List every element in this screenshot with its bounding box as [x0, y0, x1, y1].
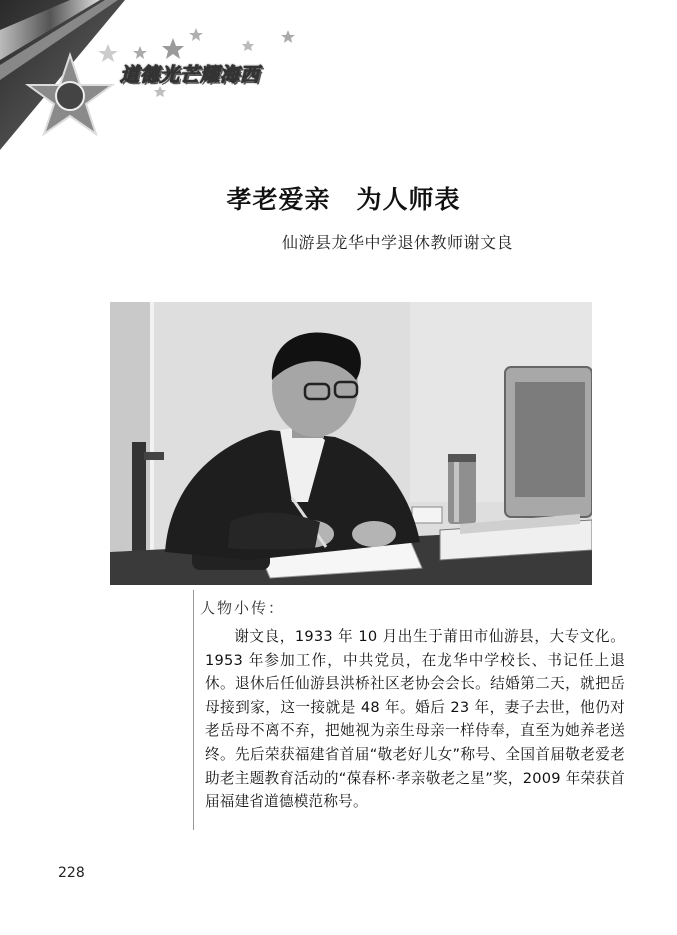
- portrait-image: [110, 302, 592, 585]
- portrait-photo: [110, 302, 592, 585]
- article-title: 孝老爱亲 为人师表: [226, 185, 461, 214]
- page-number: 228: [58, 865, 85, 881]
- bio-heading: 人物小传：: [200, 599, 286, 617]
- bio-paragraph: 谢文良，1933 年 10 月出生于莆田市仙游县，大专文化。1953 年参加工作，中共党员，在龙华中学校长、书记任上退休。退休后任仙游县洪桥社区老协会会长。结婚第二天，就把岳母接到家，这一接就是 48 年。婚后 23 年，妻子去世，他仍对老岳母不离不弃，把她视为亲生母亲一样侍奉，直至为她养老送终。先后荣获福建省首届“敬老好儿女”称号、全国首届敬老爱老助老主题教育活动的“葆春杯·孝亲敬老之星”奖，2009 年荣获首届福建省道德模范称号。: [205, 628, 625, 811]
- article-subtitle: 仙游县龙华中学退休教师谢文良: [282, 233, 514, 252]
- header-emblem: [0, 0, 320, 150]
- section-title: 道德光芒耀海西: [120, 64, 261, 86]
